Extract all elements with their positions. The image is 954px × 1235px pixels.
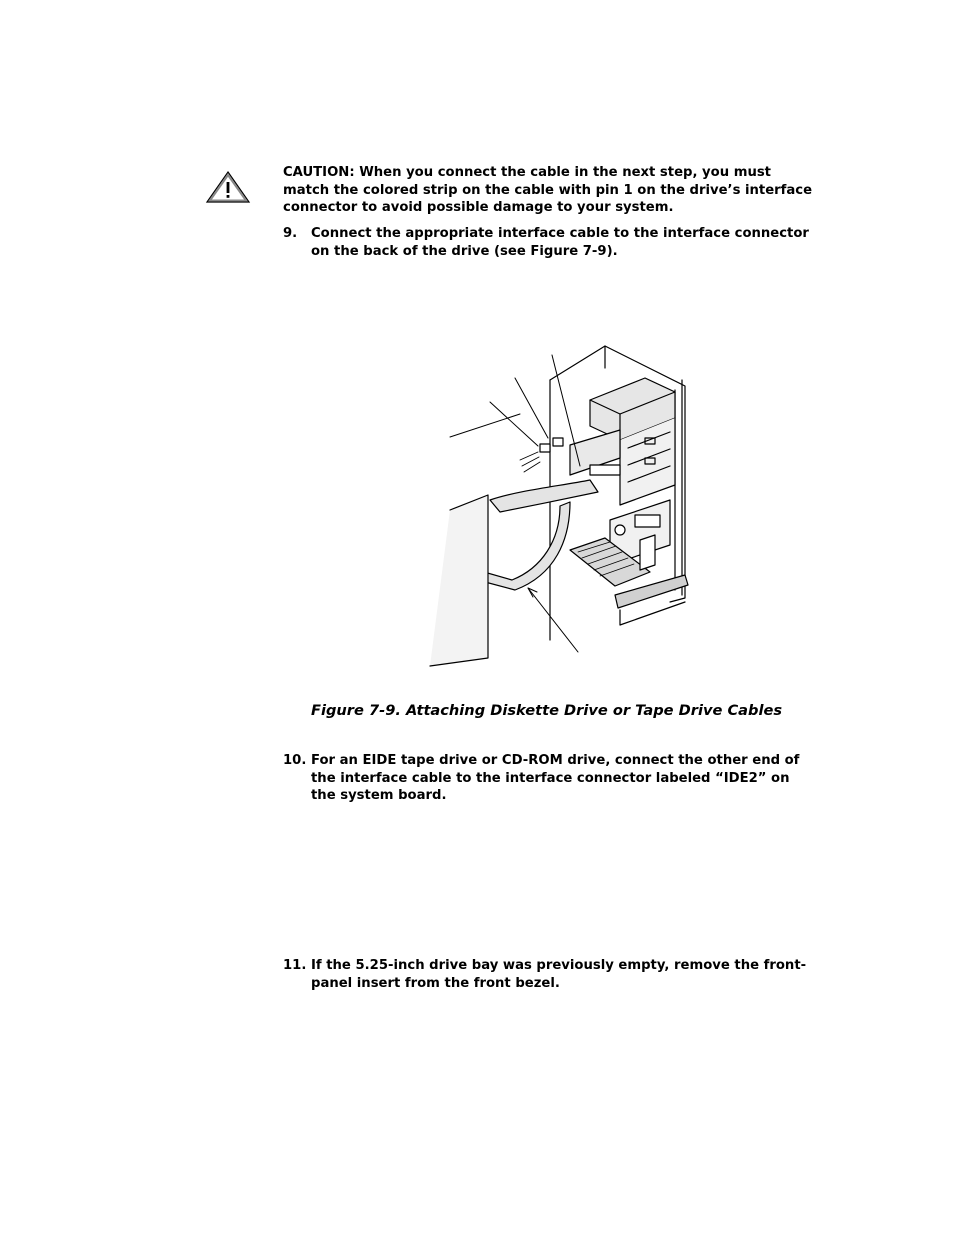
- step-text: If the 5.25-inch drive bay was previously empty, remove the front-panel insert from the front bezel.: [311, 958, 807, 991]
- step-10: [283, 752, 813, 805]
- caution-label: CAUTION:: [283, 165, 355, 180]
- step-text: Connect the appropriate interface cable to the interface connector on the back of the drive (see Figure 7-9).: [311, 226, 809, 259]
- figure-drive-cable-illustration: [420, 340, 700, 670]
- caution-body: When you connect the cable in the next step, you must match the colored strip on the cable with pin 1 on the drive’s interface connector to avoid possible damage to your system.: [283, 165, 813, 215]
- caution-message: [283, 164, 813, 217]
- step-number: 11.: [283, 958, 307, 973]
- figure-caption: Figure 7-9. Attaching Diskette Drive or Tape Drive Cables: [311, 702, 783, 719]
- step-11: [283, 957, 813, 992]
- step-9: [283, 225, 813, 260]
- step-number: 10.: [283, 753, 307, 768]
- caution-warning-icon: [205, 170, 251, 204]
- step-number: 9.: [283, 226, 298, 241]
- step-text: For an EIDE tape drive or CD-ROM drive, connect the other end of the interface cable to the interface connector labeled “IDE2” on the system board.: [311, 753, 800, 803]
